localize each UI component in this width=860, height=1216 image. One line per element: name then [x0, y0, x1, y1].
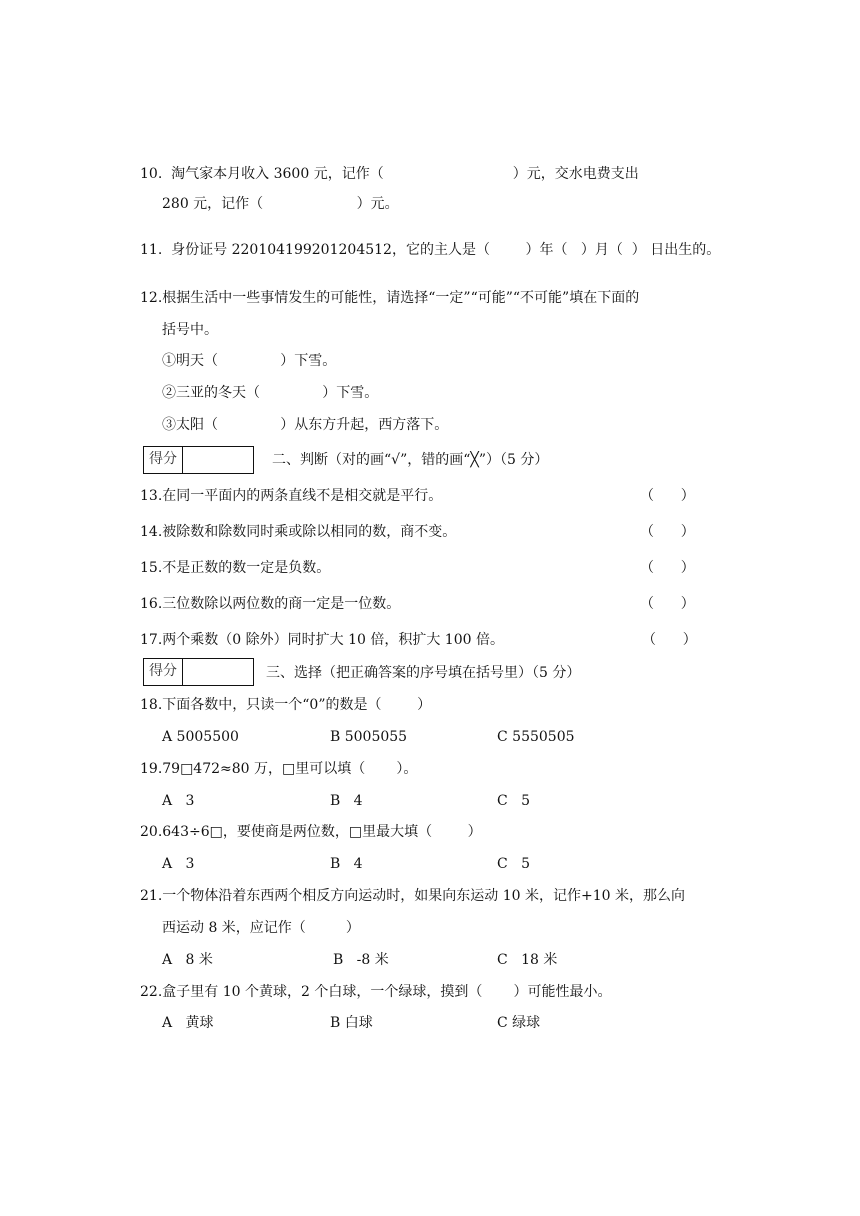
judgment-16: 16.三位数除以两位数的商一定是一位数。: [140, 596, 401, 612]
score-blank: [183, 447, 253, 473]
q10-line2: 280 元，记作（ ）元。: [162, 196, 399, 212]
choice-21-stem-line2: 西运动 8 米，应记作（ ）: [162, 920, 360, 936]
judgment-17-paren: （ ）: [642, 632, 697, 648]
q12-item1: ①明天（ ）下雪。: [162, 353, 337, 369]
q11: 11. 身份证号 220104199201204512，它的主人是（ ）年（ ）月（ ） 日出生的。: [140, 242, 721, 258]
q12-item3: ③太阳（ ）从东方升起，西方落下。: [162, 417, 449, 433]
choice-18-option-b: B 5005055: [330, 729, 408, 745]
section2-title: 二、判断（对的画“√”，错的画“╳”）（5 分）: [272, 452, 549, 468]
q10-line1: 10. 淘气家本月收入 3600 元，记作（ ）元，交水电费支出: [140, 166, 639, 182]
judgment-13: 13.在同一平面内的两条直线不是相交就是平行。: [140, 488, 443, 504]
judgment-13-paren: （ ）: [640, 488, 695, 504]
choice-22-option-c: C 绿球: [497, 1015, 541, 1031]
choice-22-option-a: A 黄球: [162, 1015, 214, 1031]
q12-line1: 12.根据生活中一些事情发生的可能性，请选择“一定”“可能”“不可能”填在下面的: [140, 290, 640, 306]
judgment-14-paren: （ ）: [640, 524, 695, 540]
q12-item2: ②三亚的冬天（ ）下雪。: [162, 385, 379, 401]
choice-21-option-c: C 18 米: [497, 952, 558, 968]
choice-20-option-a: A 3: [162, 856, 195, 872]
choice-22-stem: 22.盒子里有 10 个黄球，2 个白球，一个绿球，摸到（ ）可能性最小。: [140, 984, 612, 1000]
choice-22-option-b: B 白球: [330, 1015, 373, 1031]
score-box-section3: [143, 658, 254, 686]
choice-19-option-a: A 3: [162, 793, 195, 809]
choice-21-stem: 21.一个物体沿着东西两个相反方向运动时，如果向东运动 10 米，记作+10 米，那么向: [140, 888, 685, 904]
score-blank: [183, 659, 253, 685]
judgment-15: 15.不是正数的数一定是负数。: [140, 560, 331, 576]
section3-title: 三、选择（把正确答案的序号填在括号里）（5 分）: [266, 665, 581, 681]
judgment-14: 14.被除数和除数同时乘或除以相同的数，商不变。: [140, 524, 457, 540]
choice-19-stem: 19.79□472≈80 万，□里可以填（ ）。: [140, 761, 418, 777]
choice-21-option-a: A 8 米: [162, 952, 213, 968]
choice-19-option-c: C 5: [497, 793, 530, 809]
judgment-15-paren: （ ）: [640, 560, 695, 576]
judgment-16-paren: （ ）: [640, 596, 695, 612]
choice-18-option-a: A 5005500: [162, 729, 239, 745]
choice-20-stem: 20.643÷6□，要使商是两位数，□里最大填（ ）: [140, 824, 482, 840]
q12-line2: 括号中。: [162, 322, 218, 338]
score-box-section2: [143, 446, 254, 474]
choice-18-option-c: C 5550505: [497, 729, 575, 745]
choice-20-option-c: C 5: [497, 856, 530, 872]
choice-20-option-b: B 4: [330, 856, 363, 872]
score-label: 得分: [144, 659, 183, 685]
choice-18-stem: 18.下面各数中，只读一个“0”的数是（ ）: [140, 697, 432, 713]
choice-19-option-b: B 4: [330, 793, 363, 809]
score-label: 得分: [144, 447, 183, 473]
choice-21-option-b: B -8 米: [333, 952, 389, 968]
judgment-17: 17.两个乘数（0 除外）同时扩大 10 倍，积扩大 100 倍。: [140, 632, 504, 648]
